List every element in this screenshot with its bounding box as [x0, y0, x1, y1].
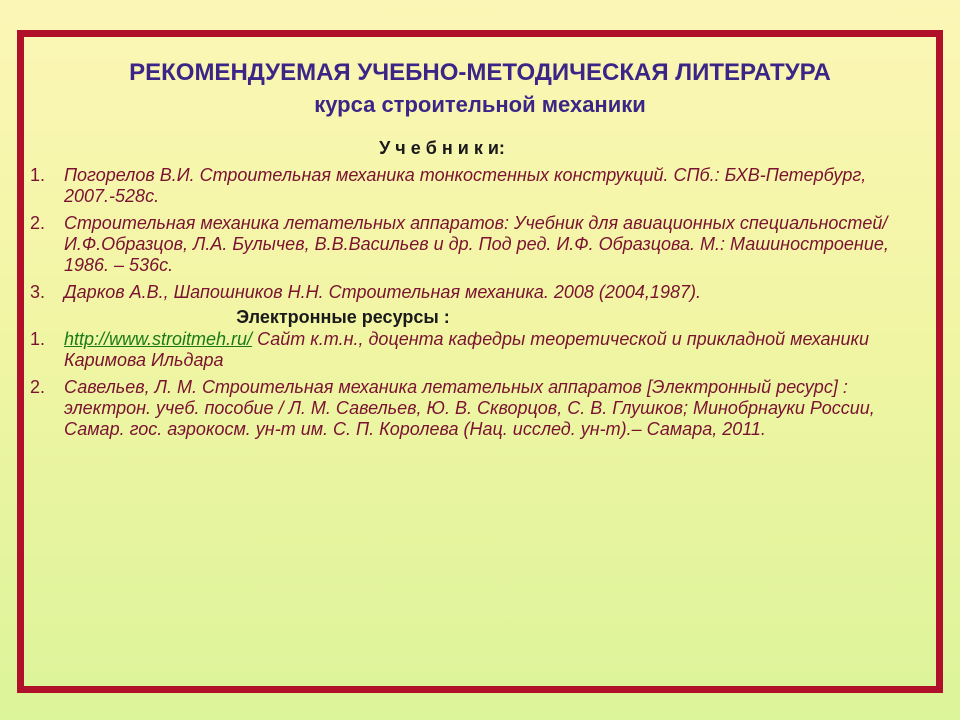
item-text: Савельев, Л. М. Строительная механика летательных аппаратов [Электронный ресурс] : электрон. учеб. пособие / Л. М. Савельев, Ю. В. Скворцов, С. В. Глушков; Минобрнауки России, Самар. гос. аэрокосм. ун-т им. С. П. Королева (Нац. исслед. ун-т).– Самара, 2011.: [64, 377, 875, 439]
list-item: [30, 377, 930, 440]
textbooks-list: [30, 165, 930, 303]
list-item: [30, 165, 930, 207]
list-item: [30, 213, 930, 276]
resource-link[interactable]: http://www.stroitmeh.ru/: [64, 329, 253, 349]
item-text: Строительная механика летательных аппаратов: Учебник для авиационных специальностей/И.Ф.Образцов, Л.А. Булычев, В.В.Васильев и др. Под ред. И.Ф. Образцова. М.: Машиностроение, 1986. – 536с.: [64, 213, 889, 275]
item-text: Сайт к.т.н., доцента кафедры теоретической и прикладной механики Каримова Ильдара: [64, 329, 869, 370]
electronic-resources-heading: Электронные ресурсы :: [236, 307, 450, 327]
item-text: Дарков А.В., Шапошников Н.Н. Строительная механика. 2008 (2004,1987).: [64, 282, 701, 302]
slide-title: РЕКОМЕНДУЕМАЯ УЧЕБНО-МЕТОДИЧЕСКАЯ ЛИТЕРАТУРА: [129, 59, 831, 86]
list-item: [30, 282, 930, 303]
item-number: 2.: [30, 377, 46, 397]
electronic-resources-list: [30, 329, 930, 440]
list-item: [30, 329, 930, 371]
item-number: 2.: [30, 213, 46, 233]
textbooks-heading: У ч е б н и к и:: [379, 138, 505, 158]
item-number: 1.: [30, 165, 46, 185]
item-number: 1.: [30, 329, 46, 349]
item-text: Погорелов В.И. Строительная механика тонкостенных конструкций. СПб.: БХВ-Петербург, 2007.-528с.: [64, 165, 867, 206]
slide-subtitle: курса строительной механики: [314, 92, 646, 117]
item-number: 3.: [30, 282, 46, 302]
